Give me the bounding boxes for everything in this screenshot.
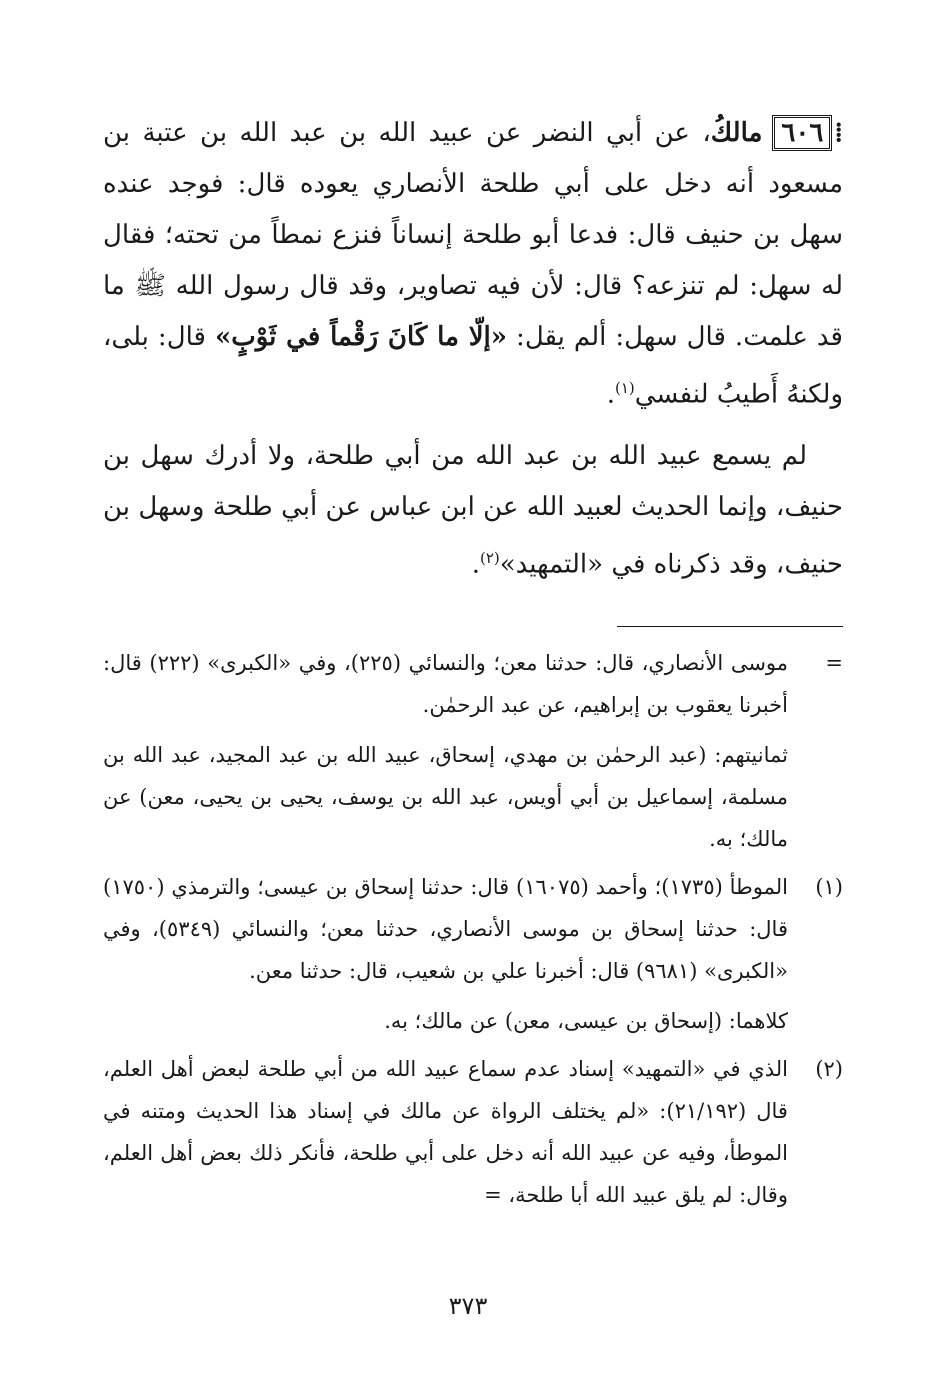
page-number: ٣٧٣ — [448, 1292, 488, 1320]
hadith-number: ٦٠٦ — [772, 115, 832, 151]
footnote-1 — [103, 866, 843, 1042]
footnote-line: الذي في «التمهيد» إسناد عدم سماع عبيد الله من أبي طلحة لبعض أهل العلم، قال (٢١/١٩٢): «لم يختلف الرواة عن مالك في إسناد هذا الحديث ومتنه في الموطأ، وفيه عن عبيد الله أنه دخل على أبي طلحة، فأنكر ذلك بعض أهل العلم، وقال: لم يلق عبيد الله أبا طلحة، = — [103, 1057, 788, 1207]
commentary-paragraph — [103, 431, 843, 591]
hadith-end-1: . — [606, 379, 615, 410]
main-text — [103, 108, 843, 590]
hadith-speaker: مالكُ — [710, 118, 763, 148]
footnote-mark: (٢) — [815, 1057, 843, 1081]
hadith-number-ornament: ⁞ — [834, 118, 843, 148]
footnote-divider — [617, 626, 843, 627]
footnotes — [103, 642, 843, 1222]
footnote-mark: = — [825, 651, 843, 675]
footnote-ref-2: (٢) — [479, 548, 500, 567]
commentary-text: لم يسمع عبيد الله بن عبد الله من أبي طلحة، ولا أدرك سهل بن حنيف، وإنما الحديث لعبيد الله عن ابن عباس عن أبي طلحة وسهل بن حنيف، وقد ذكرناه في «التمهيد» — [103, 440, 843, 580]
footnote-line: كلاهما: (إسحاق بن عيسى، معن) عن مالك؛ به. — [384, 1009, 788, 1033]
hadith-quote: «إلّا ما كَانَ رَقْماً في ثَوْبٍ» — [214, 322, 508, 352]
footnote-line: الموطأ (١٧٣٥)؛ وأحمد (١٦٠٧٥) قال: حدثنا إسحاق بن عيسى؛ والترمذي (١٧٥٠) قال: حدثنا إسحاق بن موسى الأنصاري، حدثنا معن؛ والنسائي (٥٣٤٩)، وفي «الكبرى» (٩٦٨١) قال: أخبرنا علي بن شعيب، قال: حدثنا معن. — [103, 875, 788, 983]
footnote-ref-1: (١) — [614, 379, 635, 397]
footnote-line: موسى الأنصاري، قال: حدثنا معن؛ والنسائي (٢٢٥)، وفي «الكبرى» (٢٢٢) قال: أخبرنا يعقوب بن إبراهيم، عن عبد الرحمٰن. — [103, 651, 789, 717]
commentary-end: . — [471, 549, 480, 580]
footnote-line: ثمانيتهم: (عبد الرحمٰن بن مهدي، إسحاق، عبيد الله بن عبد المجيد، عبد الله بن مسلمة، إسماعيل بن أبي أويس، عبد الله بن يوسف، يحيى بن يحيى، معن) عن مالك؛ به. — [103, 743, 788, 851]
footnote-2 — [103, 1048, 843, 1216]
hadith-paragraph — [103, 108, 843, 421]
hadith-text-2: قال: بلى، ولكنهُ أَطيبُ لنفسي — [103, 322, 843, 410]
hadith-text-1: ، عن أبي النضر عن عبيد الله بن عبد الله بن عتبة بن مسعود أنه دخل على أبي طلحة الأنصاري يعوده قال: فوجد عنده سهل بن حنيف قال: فدعا أبو طلحة إنساناً فنزع نمطاً من تحته؛ فقال له سهل: لم تنزعه؟ قال: لأن فيه تصاوير، وقد قال رسول الله ﷺ ما قد علمت. قال سهل: ألم يقل: — [103, 118, 843, 352]
footnote-mark: (١) — [815, 875, 843, 899]
footnote-continued — [103, 642, 843, 860]
